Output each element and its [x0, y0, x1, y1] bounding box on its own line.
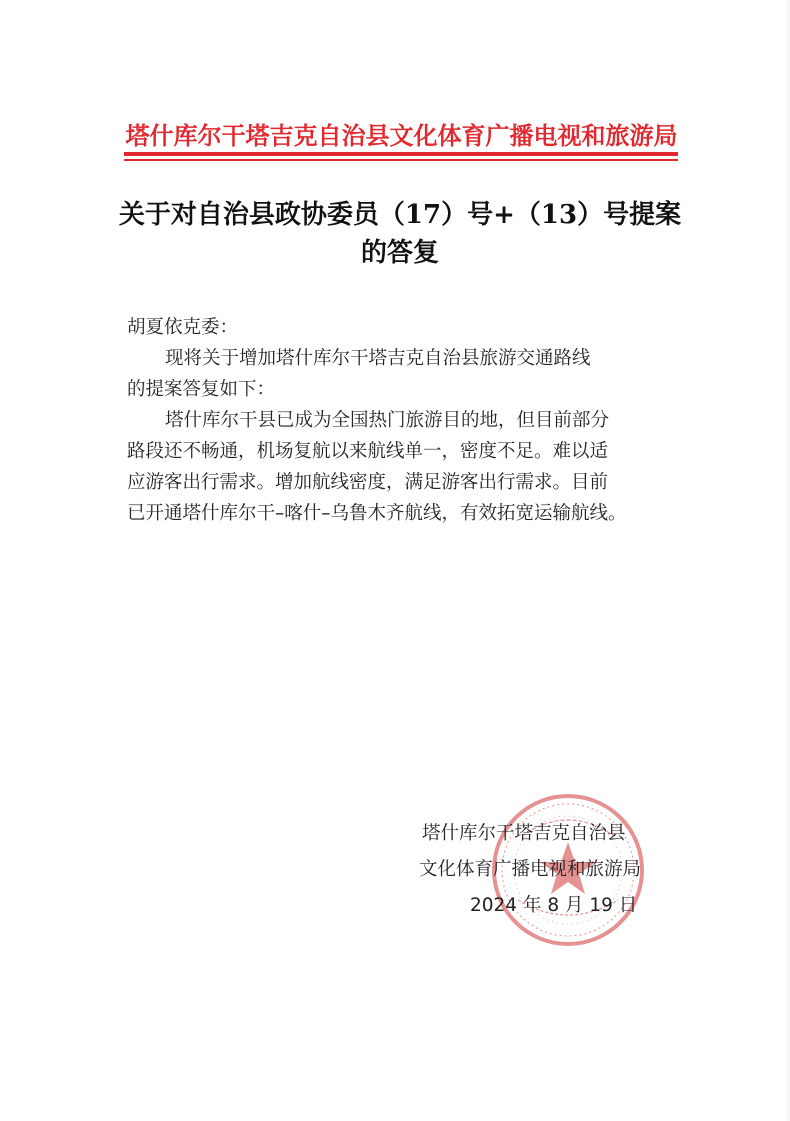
document-title-line-1: 关于对自治县政协委员（17）号+（13）号提案 [118, 200, 682, 230]
signature-block [400, 816, 700, 924]
salutation: 胡夏依克委： [127, 317, 239, 338]
letterhead-rule-thin [124, 159, 678, 161]
paragraph-2-line-2: 路段还不畅通，机场复航以来航线单一，密度不足。难以适 [127, 441, 609, 462]
letterhead-rule-thick [124, 152, 678, 156]
signature-date: 2024 年 8 月 19 日 [470, 895, 638, 916]
paragraph-2-line-4: 已开通塔什库尔干–喀什–乌鲁木齐航线，有效拓宽运输航线。 [127, 503, 627, 524]
paragraph-1-line-1: 现将关于增加塔什库尔干塔吉克自治县旅游交通路线 [165, 348, 591, 369]
document-title [110, 196, 690, 272]
letterhead-org-name: 塔什库尔干塔吉克自治县文化体育广播电视和旅游局 [125, 121, 678, 150]
signature-org-line-1: 塔什库尔干塔吉克自治县 [422, 823, 626, 844]
document-title-line-2: 的答复 [360, 238, 439, 268]
paragraph-2-line-3: 应游客出行需求。增加航线密度，满足游客出行需求。目前 [127, 472, 609, 493]
document-body [127, 312, 687, 529]
paragraph-1-line-2: 的提案答复如下： [127, 379, 276, 400]
signature-org-line-2: 文化体育广播电视和旅游局 [419, 859, 642, 880]
page-edge-shadow [784, 0, 790, 1121]
paragraph-2-line-1: 塔什库尔干县已成为全国热门旅游目的地，但目前部分 [165, 410, 610, 431]
